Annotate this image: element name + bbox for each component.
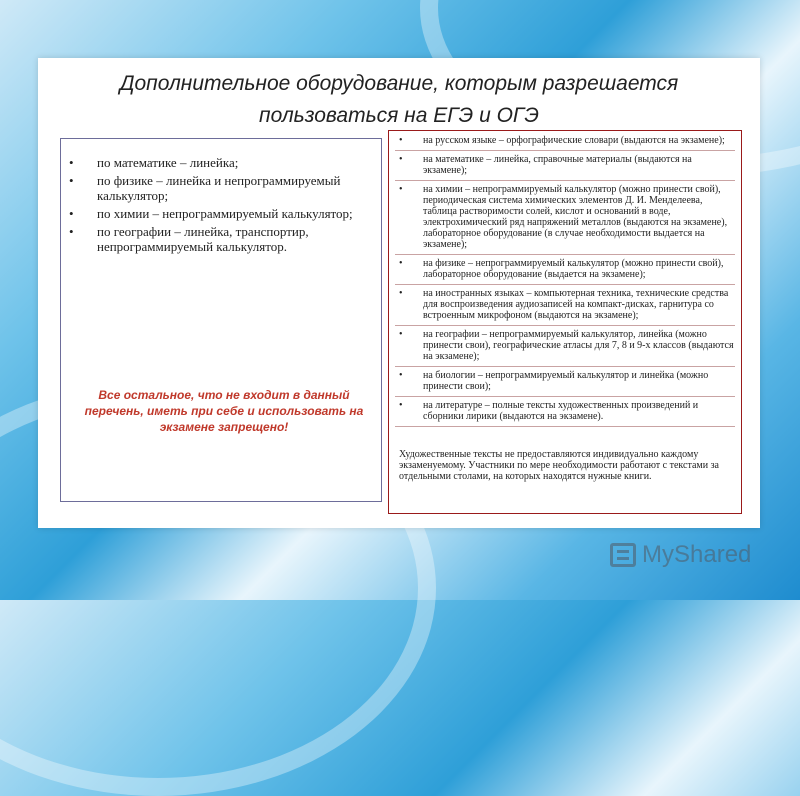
list-item: • по физике – линейка и непрограммируемый калькулятор; — [69, 173, 341, 203]
bullet: • — [399, 288, 403, 299]
title-line-1: Дополнительное оборудование, которым разрешается — [119, 72, 679, 95]
list-item: • по химии – непрограммируемый калькулятор; — [69, 206, 353, 221]
list-item: • на математике – линейка, справочные материалы (выдаются на экзамене); — [395, 154, 735, 181]
list-item: • на географии – непрограммируемый калькулятор, линейка (можно принести свои), географические атласы для 7, 8 и 9-х классов (выдаются на экзамене); — [395, 329, 735, 367]
bullet: • — [399, 400, 403, 411]
left-panel — [60, 138, 382, 502]
logo-text: MyShared — [642, 541, 752, 568]
list-item: • на физике – непрограммируемый калькулятор (можно принести свой), лабораторное оборудование (выдается на экзамене); — [395, 258, 735, 285]
bullet: • — [69, 224, 74, 239]
slide — [38, 58, 760, 528]
title-line-2: пользоваться на ЕГЭ и ОГЭ — [259, 104, 539, 127]
list-item: • на русском языке – орфографические словари (выдаются на экзамене); — [395, 135, 735, 151]
list-item: • на литературе – полные тексты художественных произведений и сборники лирики (выдаются на экзамене). — [395, 400, 735, 427]
right-panel — [388, 130, 742, 514]
right-list — [395, 135, 735, 430]
bullet: • — [399, 154, 403, 165]
footnote-text: Художественные тексты не предоставляются индивидуально каждому экзаменуемому. Участники по мере необходимости работают с текстами за отдельными столами, на которых находятся нужные книги. — [399, 449, 719, 482]
list-item: • по математике – линейка; — [69, 155, 239, 170]
left-list — [69, 155, 369, 257]
bullet: • — [69, 173, 74, 188]
watermark-logo — [610, 540, 751, 570]
list-item: • на иностранных языках – компьютерная техника, технические средства для воспроизведения аудиозаписей на компакт-дисках, гарнитура со встроенным микрофоном (выдаются на экзамене); — [395, 288, 735, 326]
list-item: • на биологии – непрограммируемый калькулятор и линейка (можно принести свои); — [395, 370, 735, 397]
bullet: • — [399, 370, 403, 381]
list-item: • на химии – непрограммируемый калькулятор (можно принести свой), периодическая система химических элементов Д. И. Менделеева, таблица растворимости солей, кислот и оснований в воде, электрохимический ряд напряжений металлов (выдаются на экзамене), лабораторное оборудование (в случае необходимости выдается на экзамене); — [395, 184, 735, 255]
bullet: • — [399, 329, 403, 340]
bullet: • — [399, 184, 403, 195]
bullet: • — [399, 258, 403, 269]
bullet: • — [69, 155, 74, 170]
warning-text: Все остальное, что не входит в данный перечень, иметь при себе и использовать на экзамене запрещено! — [84, 388, 364, 434]
bullet: • — [69, 206, 74, 221]
presentation-icon — [610, 543, 636, 567]
list-item: • по географии – линейка, транспортир, непрограммируемый калькулятор. — [69, 224, 309, 254]
slide-title — [38, 68, 760, 132]
bullet: • — [399, 135, 403, 146]
